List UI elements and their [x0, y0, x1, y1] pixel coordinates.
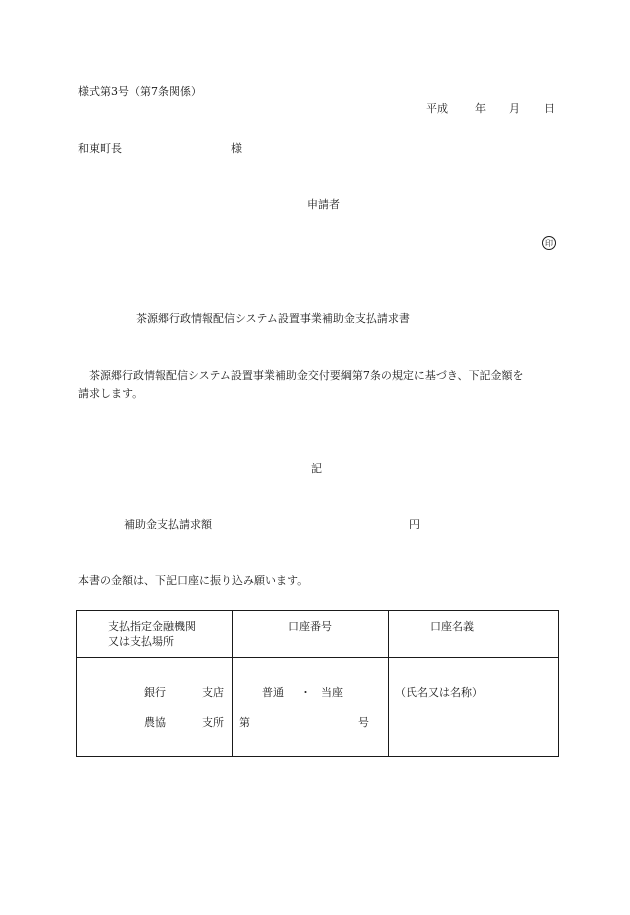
branch-label: 支店 — [202, 686, 224, 699]
account-name-cell — [389, 658, 559, 757]
account-number-cell — [233, 658, 389, 757]
body-line-2: 請求します。 — [78, 387, 144, 400]
date-year: 年 — [475, 102, 486, 115]
account-type-current: 当座 — [321, 686, 343, 699]
header-institution-line1: 支払指定金融機関 — [108, 620, 196, 633]
body-paragraph — [78, 367, 560, 403]
header-account-name — [389, 611, 559, 658]
account-table — [76, 610, 559, 757]
account-number-suffix: 号 — [358, 716, 369, 729]
table-row — [77, 658, 559, 757]
date-month: 月 — [509, 102, 520, 115]
amount-unit: 円 — [409, 518, 420, 531]
account-number-prefix: 第 — [239, 716, 250, 729]
seal-mark: 印 — [542, 236, 556, 250]
form-number: 様式第3号（第7条関係） — [78, 85, 202, 98]
agri-coop-label: 農協 — [144, 716, 166, 729]
header-institution-line2: 又は支払場所 — [108, 635, 174, 648]
date-day: 日 — [544, 102, 555, 115]
account-name-hint: （氏名又は名称） — [395, 686, 483, 699]
header-account-name-text: 口座名義 — [430, 620, 474, 633]
applicant-label: 申請者 — [307, 198, 340, 211]
addressee-name: 和東町長 — [78, 142, 122, 155]
transfer-note: 本書の金額は、下記口座に振り込み願います。 — [78, 574, 309, 587]
table-header-row — [77, 611, 559, 658]
header-account-number-text: 口座番号 — [288, 620, 332, 633]
account-type-ordinary: 普通 — [262, 686, 284, 699]
addressee-honorific: 様 — [231, 142, 242, 155]
institution-cell — [77, 658, 233, 757]
header-institution — [77, 611, 233, 658]
branch-office-label: 支所 — [202, 716, 224, 729]
ki-heading: 記 — [311, 462, 322, 475]
account-type-separator: ・ — [300, 686, 311, 699]
bank-label: 銀行 — [144, 686, 166, 699]
date-era: 平成 — [426, 102, 448, 115]
body-line-1: 茶源郷行政情報配信システム設置事業補助金交付要綱第7条の規定に基づき、下記金額を — [89, 369, 524, 382]
header-account-number — [233, 611, 389, 658]
amount-label: 補助金支払請求額 — [124, 518, 212, 531]
document-title: 茶源郷行政情報配信システム設置事業補助金支払請求書 — [136, 312, 410, 325]
